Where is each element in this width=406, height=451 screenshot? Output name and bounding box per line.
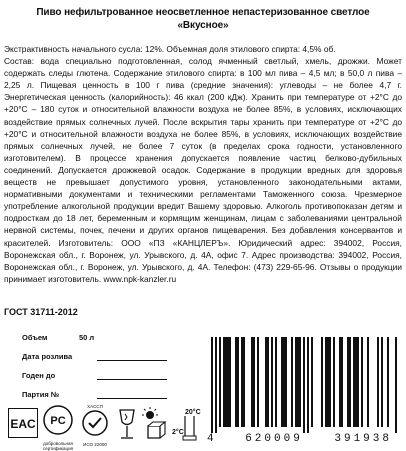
rst-caption: добровольная сертификация: [42, 441, 74, 451]
batch-line: [97, 398, 167, 399]
barcode-bars: [205, 337, 398, 433]
barcode-bar: [227, 337, 229, 427]
barcode-bar: [225, 337, 227, 427]
barcode-bar: [311, 337, 313, 427]
barcode-bar: [251, 337, 253, 427]
barcode-bar: [347, 337, 349, 427]
rst-voluntary-icon: [42, 404, 74, 451]
barcode-bar: [243, 337, 245, 427]
barcode-bar: [299, 337, 301, 427]
barcode-left-digits: 620009: [245, 433, 303, 445]
barcode-bar: [281, 337, 283, 427]
barcode-bar: [283, 337, 285, 427]
label-body: [4, 43, 402, 285]
barcode-bar: [297, 337, 299, 427]
volume-field: [22, 333, 95, 342]
barcode-bar: [353, 337, 355, 427]
barcode-bar: [303, 337, 305, 433]
barcode-bar: [361, 337, 363, 427]
eac-icon: [8, 408, 38, 438]
barcode-bar: [295, 337, 297, 427]
haccp-bottom-text: ИСО 22000: [83, 442, 107, 447]
barcode-bar: [211, 337, 213, 433]
temp-high-text: 20°C: [185, 409, 201, 416]
barcode-bar: [215, 337, 217, 433]
barcode-bar: [257, 337, 259, 427]
gost-standard: ГОСТ 31711-2012: [4, 307, 78, 317]
barcode-bar: [329, 337, 331, 427]
keep-from-sun-icon: [140, 406, 168, 444]
fragile-glass-icon: [116, 408, 138, 442]
haccp-top-text: ХАССП: [87, 404, 103, 409]
extract-paragraph: Экстрактивность начального сусла: 12%. Объемная доля этилового спирта: 4,5% об.: [4, 44, 336, 54]
product-title-line1: Пиво нефильтрованное неосветленное непастеризованное светлое: [36, 7, 370, 18]
barcode-bar: [229, 337, 231, 427]
volume-value: 50 л: [79, 333, 95, 342]
barcode-bar: [333, 337, 335, 427]
best-before-label: Годен до: [22, 371, 56, 380]
product-title-line2: «Вкусное»: [177, 20, 229, 31]
eac-text: EAC: [10, 417, 36, 431]
volume-label: Объем: [22, 333, 48, 342]
barcode-bar: [339, 337, 341, 427]
barcode-bar: [241, 337, 243, 427]
barcode-bar: [325, 337, 327, 427]
composition-paragraph: Состав: вода специально подготовленная, солод ячменный светлый, хмель, дрожжи. Может содержать следы глютена. Содержание этилового спирта: в 100 мл пива – 4,5 мл; в 50,0 л пива – 2,25 л. Пищевая ценность в 100 г пива (средние значения): углеводы – не более 4,7 г. Энергетическая ценность (калорийность): 46 ккал (200 кДж). Хранить при температуре от +2°С до +20°С – 180 суток и относительной влажности воздуха не более 85%, в условиях, исключающих воздействие прямых солнечных лучей. После вскрытия тары хранить при температуре от +2°С до +20°С и относительной влажности воздуха не более 85%, в условиях, исключающих воздействие прямых солнечных лучей, не более 7 суток (в пределах срока годности, установленного изготовителем). В процессе хранения допускается появление частиц белково-дубильных соединений. Допускается дрожжевой осадок. Содержание в продукции вредных для здоровья веществ не превышает допустимого уровня, установленного законодательными актами, нормативными документами и техническими регламентами Таможенного союза. Чрезмерное употребление алкогольной продукции вредит Вашему здоровью. Алкоголь противопоказан детям и подросткам до 18 лет, беременным и кормящим женщинам, лицам с заболеваниями центральной нервной системы, почек, печени и других органов пищеварения. Без добавления консервантов и красителей. Изготовитель: ООО «ПЗ «КАНЦЛЕРЪ». Юридический адрес: 394002, Россия, Воронежская обл., г. Воронеж, ул. Урывского, д. 4А, офис 7. Адрес производства: 394002, Россия, Воронежская обл., г. Воронеж, ул. Урывского, д. 4А. Телефон: (473) 229-65-96. Отзывы о продукции принимает изготовитель. www.npk-kanzler.ru: [4, 56, 402, 284]
barcode-bar: [341, 337, 343, 427]
barcode-right-digits: 391938: [334, 433, 392, 445]
best-before-line: [97, 379, 167, 380]
temperature-range-icon: [172, 406, 202, 446]
temp-low-text: 2°C: [172, 429, 184, 436]
barcode-bar: [237, 337, 239, 427]
barcode-bar: [381, 337, 383, 427]
barcode-digits: [205, 433, 398, 445]
barcode-bar: [291, 337, 293, 427]
best-before-field: [22, 371, 55, 380]
barcode-first-digit: 4: [207, 433, 214, 445]
barcode-bar: [377, 337, 379, 427]
barcode-bar: [349, 337, 351, 427]
haccp-icon: [78, 404, 112, 446]
barcode-bar: [271, 337, 273, 427]
barcode-bar: [219, 337, 221, 427]
barcode-bar: [355, 337, 357, 427]
bottling-date-label: Дата розлива: [22, 352, 73, 361]
barcode-bar: [327, 337, 329, 427]
barcode-bar: [235, 337, 237, 427]
barcode-bar: [267, 337, 269, 427]
barcode-bar: [285, 337, 287, 427]
barcode-bar: [395, 337, 397, 433]
barcode-bar: [253, 337, 255, 427]
batch-field: [22, 390, 59, 399]
barcode-bar: [265, 337, 267, 427]
barcode-bar: [387, 337, 389, 427]
barcode-bar: [275, 337, 277, 427]
barcode-bar: [357, 337, 359, 427]
certification-icons: [6, 404, 202, 451]
bottling-date-field: [22, 352, 72, 361]
svg-text:PC: PC: [50, 415, 66, 427]
barcode-bar: [367, 337, 369, 427]
barcode-bar: [307, 337, 309, 433]
product-title: [0, 6, 406, 32]
barcode-bar: [223, 337, 225, 427]
ean13-barcode: [205, 337, 398, 447]
barcode-bar: [321, 337, 323, 427]
batch-label: Партия №: [22, 390, 60, 399]
bottling-date-line: [97, 360, 167, 361]
